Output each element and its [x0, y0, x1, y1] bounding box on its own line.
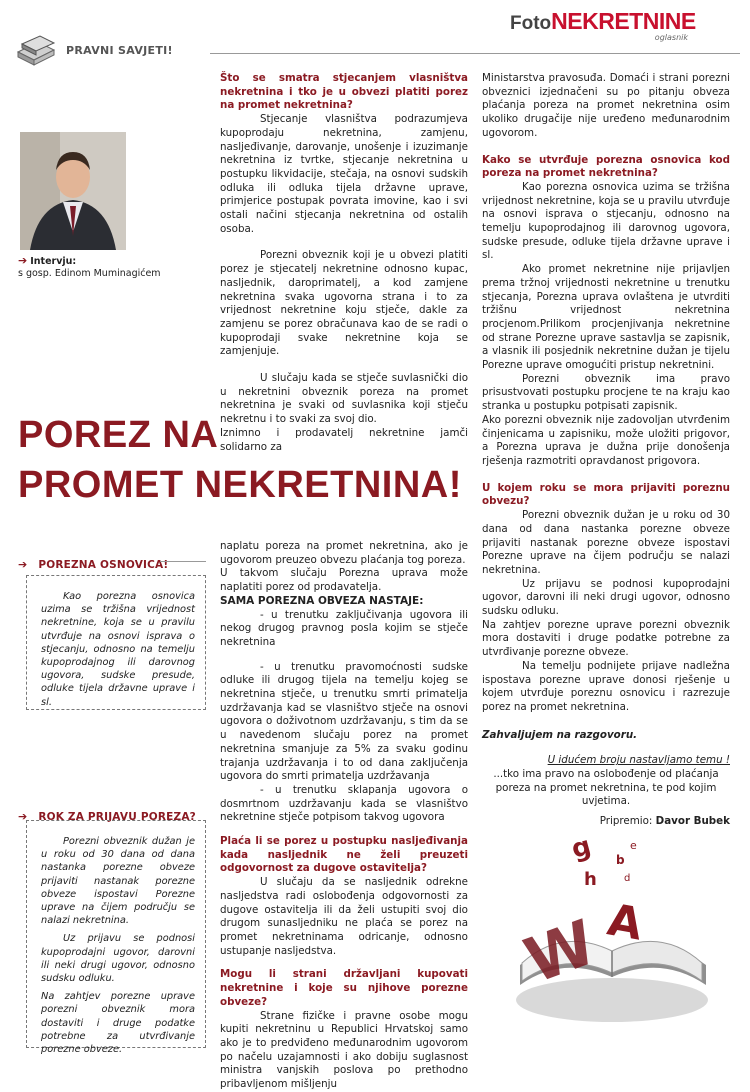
logo [510, 8, 740, 44]
paragraph: Porezni obveznik ima pravo prisustvovati postupku procjene te na kraju kao stranka u postupku potpisati zapisnik. [482, 372, 730, 413]
interview-label: Intervju: [30, 256, 77, 267]
paragraph: Ako promet nekretnine nije prijavljen prema tržnoj vrijednosti nekretnine u trenutku stjecanja, Porezna uprava ovlaštena je utvrditi tržišnu vrijednost nekretnina procjenom.Prilikom procjenjivanja nekretnine od strane Porezne uprave sastavlja se zapisnik, a vlasnik ili posjednik nekretnine dužan je tijelu Porezne uprave omogućiti pristup nekretnini. [482, 263, 730, 372]
interview-caption [18, 255, 198, 280]
arrow-icon: ➔ [18, 558, 28, 571]
sidebar-box-1 [26, 575, 206, 710]
thanks-line: Zahvaljujem na razgovoru. [482, 728, 638, 741]
column-2 [482, 72, 730, 829]
paragraph: Na temelju podnijete prijave nadležna ispostava porezne uprave donosi rješenje u kojem utvrđuje poreznu osnovicu i razrezuje porez na promet nekretnina. [482, 659, 730, 713]
logo-foto: Foto [510, 13, 552, 34]
list-item: - u trenutku pravomoćnosti sudske odluke ili drugog tijela na temelju kojeg se nekretnina stječe, u trenutku smrti primatelja uzdržavanja kad se vlasništvo stječe na osnovi ugovora o doživotnom uzdržavanju, s tim da se u navedenom slučaju porez na promet nekretnina smanjuje za 5% za svaku godinu trajanja uzdržavanja i to od dana zaključenja ugovora do smrti primatelja uzdržavanja [220, 660, 468, 783]
letter-b: b [616, 853, 625, 867]
paragraph: naplatu poreza na promet nekretnina, ako je ugovorom preuzeo obvezu plaćanja tog poreza. [220, 540, 468, 566]
box-title: POREZNA OSNOVICA! [38, 559, 169, 571]
letter-g: g [568, 831, 595, 865]
section-label: PRAVNI SAVJETI! [66, 44, 173, 57]
paragraph: Ministarstva pravosuđa. Domaći i strani porezni obveznici izjednačeni su po pitanju obveza plaćanja poreza na promet nekretnina osim ukoliko drugačije nije uređeno međunarodnim ugovorom. [482, 72, 730, 139]
author-name: Davor Bubek [655, 815, 730, 828]
list-item: - u trenutku zaključivanja ugovora ili nekog drugog pravnog posla kojim se stječe nekretnina [220, 608, 468, 648]
title-line-2: PROMET NEKRETNINA! [18, 464, 462, 506]
books-icon [14, 30, 58, 70]
subheading: SAMA POREZNA OBVEZA NASTAJE: [220, 594, 424, 607]
letter-a: A [603, 894, 647, 951]
question-2: Kako se utvrđuje porezna osnovica kod poreza na promet nekretnina? [482, 153, 730, 180]
next-issue-line: U idućem broju nastavljamo temu ! [547, 754, 730, 767]
paragraph: Stjecanje vlasništva podrazumjeva kupoprodaju nekretnina, zamjenu, nasljeđivanje, darovanje, unošenje i izuzimanje nekretnina iz tvrtke, stjecanje nekretnina u postupku likvidacije, stečaja, na osnovi sudskih odluka ili odluka tijela državne uprave, primjerice postupak povrata imovine, kao i svi ostali načini stjecanja nekretnina od ostalih osoba. [220, 113, 468, 235]
interview-person: s gosp. Edinom Muminagićem [18, 268, 161, 279]
arrow-icon: ➔ [18, 810, 28, 823]
paragraph: U takvom slučaju Porezna uprava može naplatiti porez od prodavatelja. [220, 567, 468, 594]
letter-e: e [630, 839, 637, 852]
logo-subtitle: oglasnik [654, 33, 688, 42]
list-item: - u trenutku sklapanja ugovora o dosmrtnom uzdržavanju kada se vlasništvo nekretnine stječe potpisom takvog ugovora [220, 783, 468, 824]
column-1-top [220, 72, 468, 454]
header-rule [210, 53, 740, 54]
paragraph: Strane fizičke i pravne osobe mogu kupiti nekretninu u Republici Hrvatskoj samo ako je to predviđeno međunarodnim ugovorom po načelu uzajamnosti i ako dobiju suglasnost ministra vanjskih poslova po prethodno pribavljenom mišljenju [220, 1009, 468, 1091]
paragraph: Kao porezna osnovica uzima se tržišna vrijednost nekretnine, koja se u pravilu utvrđuje na osnovi isprava o stjecanju, odnosno na temelju kupoprodajnog ili darovnog ugovora, sudske presude, odluke tijela državne uprave i sl. [482, 180, 730, 262]
box-text: Porezni obveznik dužan je u roku od 30 dana od dana nastanka porezne obveze prijaviti nastanak porezne obveze ispostavi Porezne uprave na čijem području se nalazi nekretnina. [41, 836, 195, 927]
box-text: Uz prijavu se podnosi kupoprodajni ugovor, darovni ili neki drugi ugovor, odnosno sudsku odluku. [41, 933, 195, 985]
sidebar-heading-1 [18, 553, 208, 572]
paragraph: Porezni obveznik dužan je u roku od 30 dana od dana nastanka porezne obveze prijaviti nastanak porezne obveze ispostavi Porezne uprave na čijem području se nalazi nekretnina. [482, 509, 730, 576]
letter-w: W [515, 905, 605, 998]
sidebar-box-2 [26, 820, 206, 1056]
paragraph: U slučaju kada se stječe suvlasnički dio u nekretnini obveznik poreza na promet nekretnina je svaki od suvlasnika koji stječu nekretnu i to svaki za svoj dio. [220, 372, 468, 426]
paragraph: Na zahtjev porezne uprave porezni obveznik mora dostaviti i druge podatke potrebne za utvrđivanje porezne obveze. [482, 618, 730, 659]
rule [160, 561, 206, 562]
title-line-1: POREZ NA [18, 414, 219, 456]
interview-photo [20, 132, 126, 250]
box-title: ROK ZA PRIJAVU POREZA? [38, 811, 196, 823]
teaser-text: ...tko ima pravo na oslobođenje od plaćanja poreza na promet nekretnina, te pod kojim uvjetima. [493, 768, 719, 808]
paragraph: U slučaju da se nasljednik odrekne nasljedstva radi oslobođenja odgovornosti za dugove ostavitelja ili da želi ustupiti svoj dio drugom sunasljedniku ne plaća se porez na promet nekretninama odricanje, odnosno ustupanje nasljedstva. [220, 876, 468, 957]
paragraph: Porezni obveznik koji je u obvezi platiti porez je stjecatelj nekretnine odnosno kupac, nasljednik, daroprimatelj, a kod zamjene nekretnina svaka ugovorna strana i to za vrijednost nekretnine koju stječe, dakle za zamjenu se porez obračunava kao de se radi o kupoprodaji svake nekretnine koja se zamjenjuje. [220, 249, 468, 358]
logo-nekretnine: NEKRETNINE [551, 8, 696, 34]
paragraph: Ako porezni obveznik nije zadovoljan utvrđenim činjenicama u zapisniku, može uložiti prigovor, a Porezna uprava je dužna prije donošenja rješenja razmotriti opravdanost prigovora. [482, 413, 730, 467]
letter-h: h [584, 869, 597, 890]
article-title [18, 410, 478, 510]
question-4: Plaća li se porez u postupku nasljeđivanja kada nasljednik ne želi preuzeti odgovornost za dugove ostavitelja? [220, 835, 468, 875]
book-illustration [512, 815, 712, 1030]
paragraph: Uz prijavu se podnosi kupoprodajni ugovor, darovni ili neki drugi ugovor, odnosno sudsku odluku. [482, 577, 730, 618]
prepared-label: Pripremio: [599, 815, 653, 828]
box-text: Kao porezna osnovica uzima se tržišna vrijednost nekretnine, koja se u pravilu utvrđuje na osnovi isprava o stjecanju, odnosno na temelju kupoprodajnog ili darovnog ugovora, sudske presude, odluke tijela državne uprave i sl. [41, 591, 195, 708]
question-5: Mogu li strani državljani kupovati nekretnine i koje su njihove porezne obveze? [220, 968, 468, 1008]
column-1-bottom [220, 540, 468, 1092]
letter-d: d [624, 873, 631, 884]
question-1: Što se smatra stjecanjem vlasništva nekretnina i tko je u obvezi platiti porez na promet nekretnina? [220, 72, 468, 112]
question-3: U kojem roku se mora prijaviti poreznu obvezu? [482, 481, 730, 508]
box-text: Na zahtjev porezne uprave porezni obveznik mora dostaviti i druge podatke potrebne za utvrđivanje porezne obveze. [41, 991, 195, 1056]
arrow-icon: ➔ [18, 254, 28, 267]
paragraph: Iznimno i prodavatelj nekretnine jamči solidarno za [220, 426, 468, 453]
